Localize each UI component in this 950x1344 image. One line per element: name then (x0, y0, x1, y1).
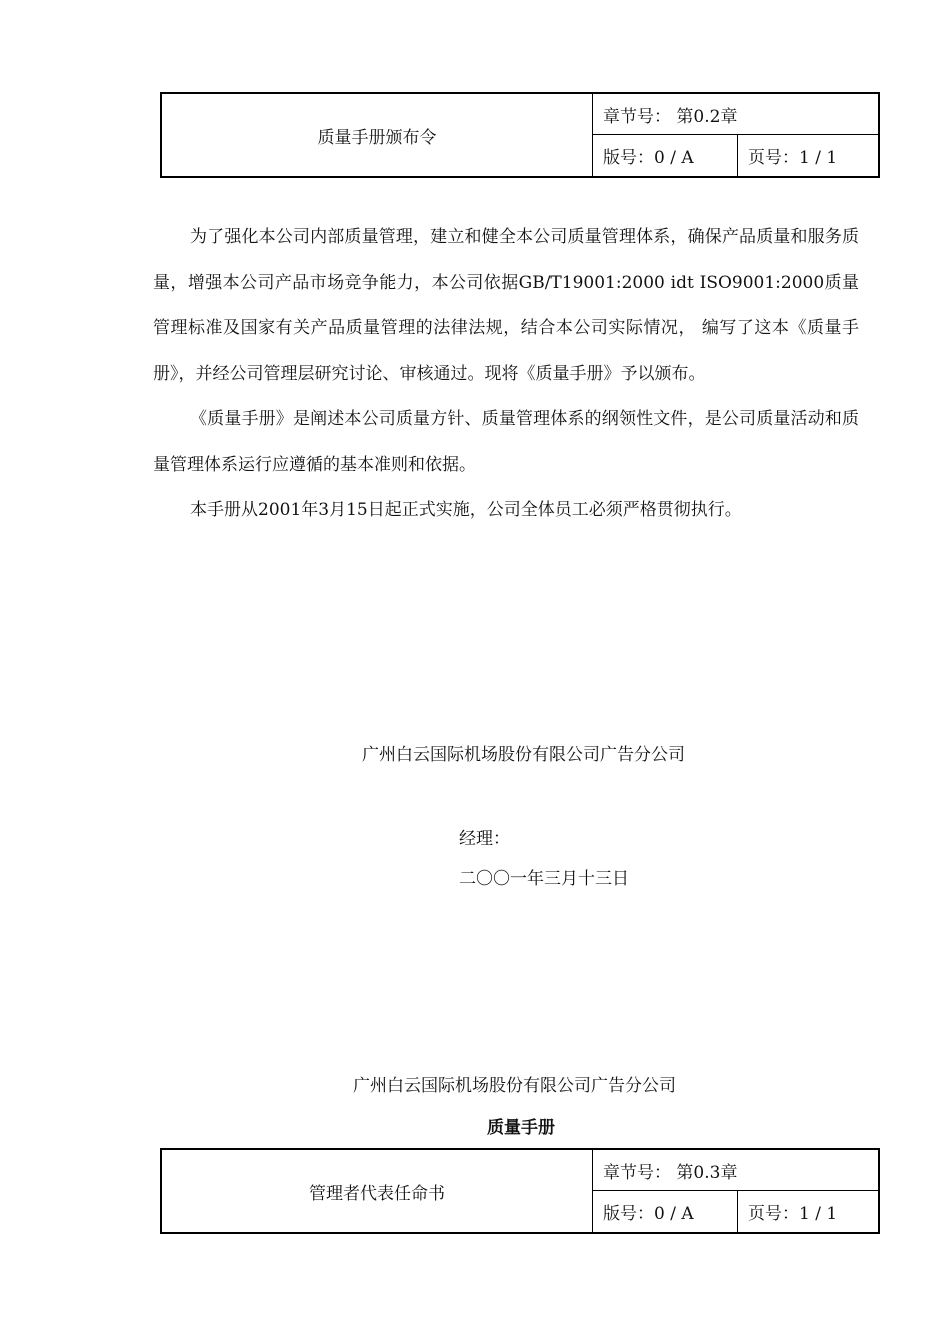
page-number: 页号：1 / 1 (738, 135, 880, 178)
version-number: 版号：0 / A (593, 1191, 738, 1234)
signature-date: 二〇〇一年三月十三日 (459, 869, 629, 889)
header-table-1 (160, 92, 880, 178)
chapter-number: 章节号： 第0.2章 (593, 93, 880, 135)
chapter-number: 章节号： 第0.3章 (593, 1149, 880, 1191)
paragraph: 为了强化本公司内部质量管理，建立和健全本公司质量管理体系，确保产品质量和服务质量，增强本公司产品市场竞争能力，本公司依据GB/T19001:2000 idt ISO9001:2000质量管理标准及国家有关产品质量管理的法律法规，结合本公司实际情况， 编写了这本《质量手册》，并经公司管理层研究讨论、审核通过。现将《质量手册》予以颁布。 (153, 227, 859, 384)
header-table-2 (160, 1148, 880, 1234)
manager-label: 经理： (459, 829, 510, 849)
header-title: 管理者代表任命书 (161, 1149, 593, 1233)
page-header-company: 广州白云国际机场股份有限公司广告分公司 (353, 1076, 676, 1096)
paragraph: 本手册从2001年3月15日起正式实施，公司全体员工必须严格贯彻执行。 (190, 500, 742, 520)
version-number: 版号：0 / A (593, 135, 738, 178)
document-body (153, 215, 859, 534)
signature-company: 广州白云国际机场股份有限公司广告分公司 (362, 745, 685, 765)
page-number: 页号：1 / 1 (738, 1191, 880, 1234)
header-title: 质量手册颁布令 (161, 93, 593, 177)
page-header-manual: 质量手册 (487, 1118, 555, 1138)
paragraph: 《质量手册》是阐述本公司质量方针、质量管理体系的纲领性文件，是公司质量活动和质量管理体系运行应遵循的基本准则和依据。 (153, 409, 859, 475)
